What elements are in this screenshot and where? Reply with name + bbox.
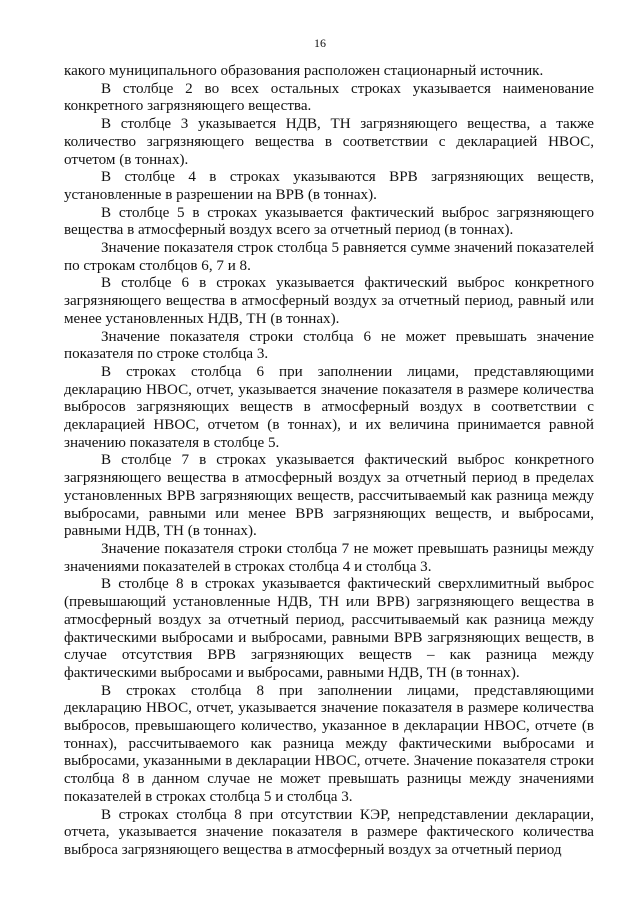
paragraph: какого муниципального образования расположен стационарный источник. — [64, 63, 544, 79]
paragraph: В столбце 2 во всех остальных строках указывается наименование конкретного загрязняющего вещества. — [64, 80, 594, 115]
paragraph: В столбце 6 в строках указывается фактический выброс конкретного загрязняющего вещества в атмосферный воздух за отчетный период, равный или менее установленных НДВ, ТН (в тоннах). — [64, 275, 594, 327]
paragraph: В строках столбца 8 при заполнении лицами, представляющими декларацию НВОС, отчет, указывается значение показателя в размере количества выбросов, превышающего количество, указанное в декларации НВОС, отчете (в тоннах), рассчитываемого как разница между фактическими выбросами и выбросами, указанными в декларации НВОС, отчете. Значение показателя строки столбца 8 в данном случае не может превышать разницы между значениями показателей в строках столбца 5 и столбца 3. — [64, 682, 594, 805]
paragraph: Значение показателя строк столбца 5 равняется сумме значений показателей по строкам столбцов 6, 7 и 8. — [64, 240, 594, 274]
paragraph: В строках столбца 8 при отсутствии КЭР, непредставлении декларации, отчета, указывается значение показателя в размере фактического количества выброса загрязняющего вещества в атмосферный воздух за отчетный период — [64, 806, 594, 858]
paragraph: Значение показателя строки столбца 7 не может превышать разницы между значениями показателей в строках столбца 4 и столбца 3. — [64, 540, 594, 575]
paragraph: Значение показателя строки столбца 6 не может превышать значение показателя по строке столбца 3. — [64, 328, 594, 363]
paragraph: В столбце 7 в строках указывается фактический выброс конкретного загрязняющего вещества в атмосферный воздух за отчетный период в пределах установленных ВРВ загрязняющих веществ, рассчитываемый как разница между выбросами, равными или менее ВРВ загрязняющих веществ, и выбросами, равными НДВ, ТН (в тоннах). — [64, 452, 594, 540]
paragraph: В столбце 3 указывается НДВ, ТН загрязняющего вещества, а также количество загрязняющего вещества в соответствии с декларацией НВОС, отчетом (в тоннах). — [64, 116, 594, 168]
paragraph: В строках столбца 6 при заполнении лицами, представляющими декларацию НВОС, отчет, указывается значение показателя в размере количества выбросов загрязняющих веществ в атмосферный воздух в соответствии с декларацией НВОС, отчетом (в тоннах), и их величина принимается равной значению показателя в столбце 5. — [64, 363, 594, 451]
paragraph: В столбце 4 в строках указываются ВРВ загрязняющих веществ, установленные в разрешении на ВРВ (в тоннах). — [64, 169, 594, 203]
document-body — [64, 63, 594, 860]
paragraph: В столбце 8 в строках указывается фактический сверхлимитный выброс (превышающий установленные НДВ, ТН или ВРВ) загрязняющего вещества в атмосферный воздух за отчетный период, рассчитываемый как разница между фактическими выбросами и выбросами, равными ВРВ загрязняющих веществ, в случае отсутствия ВРВ загрязняющих веществ – как разница между фактическими выбросами и выбросами, равными НДВ, ТН (в тоннах). — [64, 576, 594, 681]
paragraph: В столбце 5 в строках указывается фактический выброс загрязняющего вещества в атмосферный воздух всего за отчетный период (в тоннах). — [64, 204, 594, 239]
page-number: 16 — [314, 36, 326, 50]
